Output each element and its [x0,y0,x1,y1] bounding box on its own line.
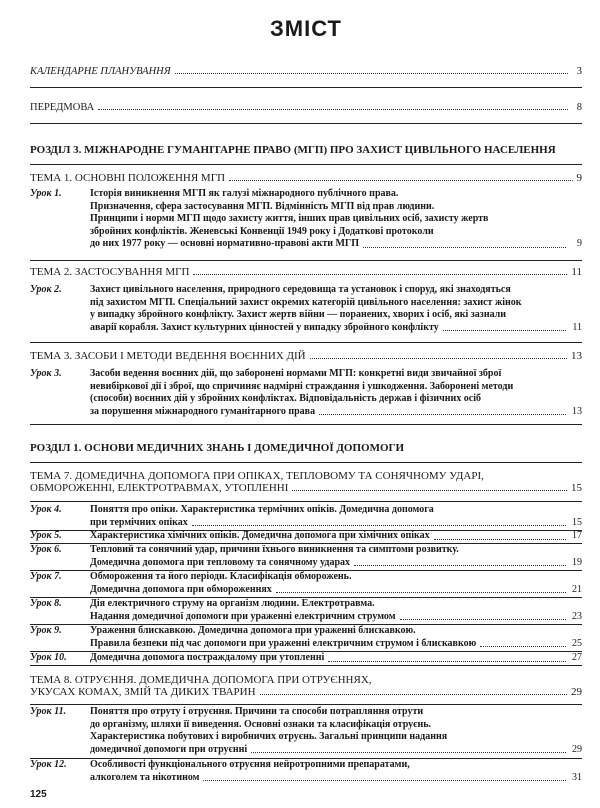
lesson-line: Особливості функціонального отруєння нейротропними препаратами, [90,759,410,770]
lesson[interactable] [30,544,582,569]
page [30,0,582,808]
leader-dots [260,694,567,695]
leader-dots [443,330,566,331]
lesson[interactable] [30,284,582,336]
topic-heading[interactable] [30,350,582,362]
lesson-page: 23 [572,610,582,622]
lesson-line: Надання домедичної допомоги при ураженні електричним струмом [90,610,396,622]
divider [30,164,582,165]
lesson-line: до організму, шляхи її виведення. Основні ознаки та класифікація отруєнь. [90,718,432,730]
lesson-line: Засоби ведення воєнних дій, що заборонені нормами МГП: конкретні види звичайної зброї [90,368,502,379]
lesson[interactable] [30,504,582,529]
divider [30,123,582,124]
lesson-page: 17 [572,530,582,541]
lesson-label: Урок 9. [30,625,62,636]
leader-dots [251,752,566,753]
lesson-label: Урок 10. [30,652,67,663]
toc-entry-label: ПЕРЕДМОВА [30,102,95,113]
lesson-line: Характеристика побутових і виробничих отруєнь. Загальні принципи надання [90,731,448,742]
toc-page: 3 [576,66,582,77]
lesson-page: 9 [577,238,582,249]
divider [30,704,582,705]
lesson-label: Урок 5. [30,530,62,541]
lesson-label: Урок 8. [30,598,62,609]
lesson-line: при термічних опіках [90,516,188,528]
lesson[interactable] [30,188,582,252]
topic-page: 29 [571,686,582,698]
lesson-line: до них 1977 року — основні нормативно-правові акти МГП [90,238,360,249]
divider [30,424,582,425]
topic-page: 13 [571,350,582,362]
lesson-page: 19 [572,556,582,568]
lesson-label: Урок 1. [30,188,62,199]
lesson-line: Обмороження та його періоди. Класифікація обморожень. [90,571,352,582]
toc-entry[interactable] [30,66,582,77]
lesson-label: Урок 11. [30,706,67,717]
leader-dots [203,780,566,781]
leader-dots [292,490,567,491]
topic-heading[interactable] [30,266,582,278]
divider [30,342,582,343]
lesson-line: аварії корабля. Захист культурних цінностей у випадку збройного конфлікту [90,321,439,333]
lesson-line: Характеристика хімічних опіків. Домедична допомога при хімічних опіках [90,530,430,541]
leader-dots [328,661,566,662]
lesson-line: Правила безпеки під час допомоги при ураженні електричним струмом і блискавкою [90,637,477,649]
lesson-line: під захистом МГП. Спеціальний захист окремих категорій цивільного населення: захист жінок [90,296,522,308]
lesson-page: 29 [572,743,582,755]
section-heading: РОЗДІЛ 3. МІЖНАРОДНЕ ГУМАНІТАРНЕ ПРАВО (МГП) ПРО ЗАХИСТ ЦИВІЛЬНОГО НАСЕЛЕННЯ [30,144,556,156]
lesson-label: Урок 7. [30,571,62,582]
lesson-line: невибіркової дії і зброї, що спричиняє надмірні страждання і ушкодження. Заборонені методи [90,380,514,392]
leader-dots [229,180,572,181]
lesson[interactable] [30,530,582,543]
lesson-page: 21 [572,583,582,595]
leader-dots [175,72,568,74]
lesson-line: Поняття про отруту і отруєння. Причини та способи потрапляння отрути [90,706,424,717]
topic-page: 11 [571,266,582,278]
lesson-label: Урок 2. [30,284,62,295]
lesson-page: 27 [572,652,582,663]
lesson-line: алкоголем та нікотином [90,771,200,783]
topic-title: ТЕМА 8. ОТРУЄННЯ. ДОМЕДИЧНА ДОПОМОГА ПРИ ОТРУЄННЯХ, [30,674,372,686]
lesson-line: Тепловий та сонячний удар, причини їхнього виникнення та симптоми розвитку. [90,544,459,555]
lesson[interactable] [30,706,582,758]
leader-dots [319,414,566,415]
lesson[interactable] [30,598,582,623]
topic-heading[interactable] [30,172,582,184]
lesson[interactable] [30,652,582,665]
topic-title: ТЕМА 2. ЗАСТОСУВАННЯ МГП [30,266,190,278]
lesson-label: Урок 4. [30,504,62,515]
toc-entry-label: КАЛЕНДАРНЕ ПЛАНУВАННЯ [30,66,171,77]
topic-title: ТЕМА 3. ЗАСОБИ І МЕТОДИ ВЕДЕННЯ ВОЄННИХ ДІЙ [30,350,306,362]
lesson-line: Ураження блискавкою. Домедична допомога при ураженні блискавкою. [90,625,416,636]
lesson[interactable] [30,625,582,650]
lesson-line: Дія електричного струму на організм людини. Електротравма. [90,598,375,609]
leader-dots [434,539,566,540]
lesson-line: домедичної допомоги при отруєнні [90,743,248,755]
leader-dots [363,247,566,248]
leader-dots [400,619,566,620]
lesson-line: (способи) воєнних дій у збройних конфліктах. Відповідальність держав і фізичних осіб [90,393,481,404]
topic-title: УКУСАХ КОМАХ, ЗМІЙ ТА ДИКИХ ТВАРИН [30,686,256,698]
toc-entry[interactable] [30,102,582,113]
page-title: ЗМІСТ [270,16,342,41]
lesson-page: 15 [572,516,582,528]
lesson-label: Урок 12. [30,759,67,770]
lesson-line: Призначення, сфера застосування МГП. Відмінність МГП від прав людини. [90,200,435,212]
lesson-line: Принципи і норми МГП щодо захисту життя, інших прав цивільних осіб, захисту жертв [90,213,489,224]
topic-title: ТЕМА 7. ДОМЕДИЧНА ДОПОМОГА ПРИ ОПІКАХ, ТЕПЛОВОМУ ТА СОНЯЧНОМУ УДАРІ, [30,470,484,482]
lesson-page: 11 [572,321,582,333]
topic-title: ТЕМА 1. ОСНОВНІ ПОЛОЖЕННЯ МГП [30,172,226,184]
lesson-line: збройних конфліктів. Женевські Конвенції 1949 року і Додаткові протоколи [90,225,434,237]
leader-dots [98,108,568,110]
leader-dots [193,274,567,275]
lesson-line: Захист цивільного населення, природного середовища та установок і споруд, які знаходяться [90,284,511,295]
lesson-page: 13 [572,405,582,417]
topic-heading[interactable] [30,470,582,494]
leader-dots [480,646,566,647]
topic-title: ОБМОРОЖЕННІ, ЕЛЕКТРОТРАВМАХ, УТОПЛЕННІ [30,482,289,494]
lesson-page: 25 [572,637,582,649]
leader-dots [276,592,566,593]
lesson-line: за порушення міжнародного гуманітарного права [90,405,316,417]
lesson-page: 31 [572,771,582,783]
divider [30,665,582,666]
divider [30,260,582,261]
lesson[interactable] [30,368,582,420]
leader-dots [192,525,566,526]
lesson[interactable] [30,571,582,596]
lesson-line: Поняття про опіки. Характеристика термічних опіків. Домедична допомога [90,504,434,515]
lesson[interactable] [30,759,582,784]
leader-dots [354,565,566,566]
divider [30,462,582,463]
lesson-line: Домедична допомога при тепловому та сонячному ударах [90,556,351,568]
leader-dots [310,358,567,359]
section-heading: РОЗДІЛ 1. ОСНОВИ МЕДИЧНИХ ЗНАНЬ І ДОМЕДИЧНОЇ ДОПОМОГИ [30,442,405,454]
divider [30,87,582,88]
lesson-label: Урок 6. [30,544,62,555]
lesson-line: у випадку збройного конфлікту. Захист жертв війни — поранених, хворих і осіб, які зазнали [90,309,507,320]
page-number: 125 [30,789,47,800]
lesson-line: Домедична допомога при обмороженнях [90,583,272,595]
lesson-label: Урок 3. [30,368,62,379]
lesson-line: Історія виникнення МГП як галузі міжнародного публічного права. [90,188,399,199]
topic-page: 15 [571,482,582,494]
divider [30,501,582,502]
topic-page: 9 [576,172,582,184]
lesson-line: Домедична допомога постраждалому при утопленні [90,652,325,663]
toc-page: 8 [576,102,582,113]
topic-heading[interactable] [30,674,582,698]
